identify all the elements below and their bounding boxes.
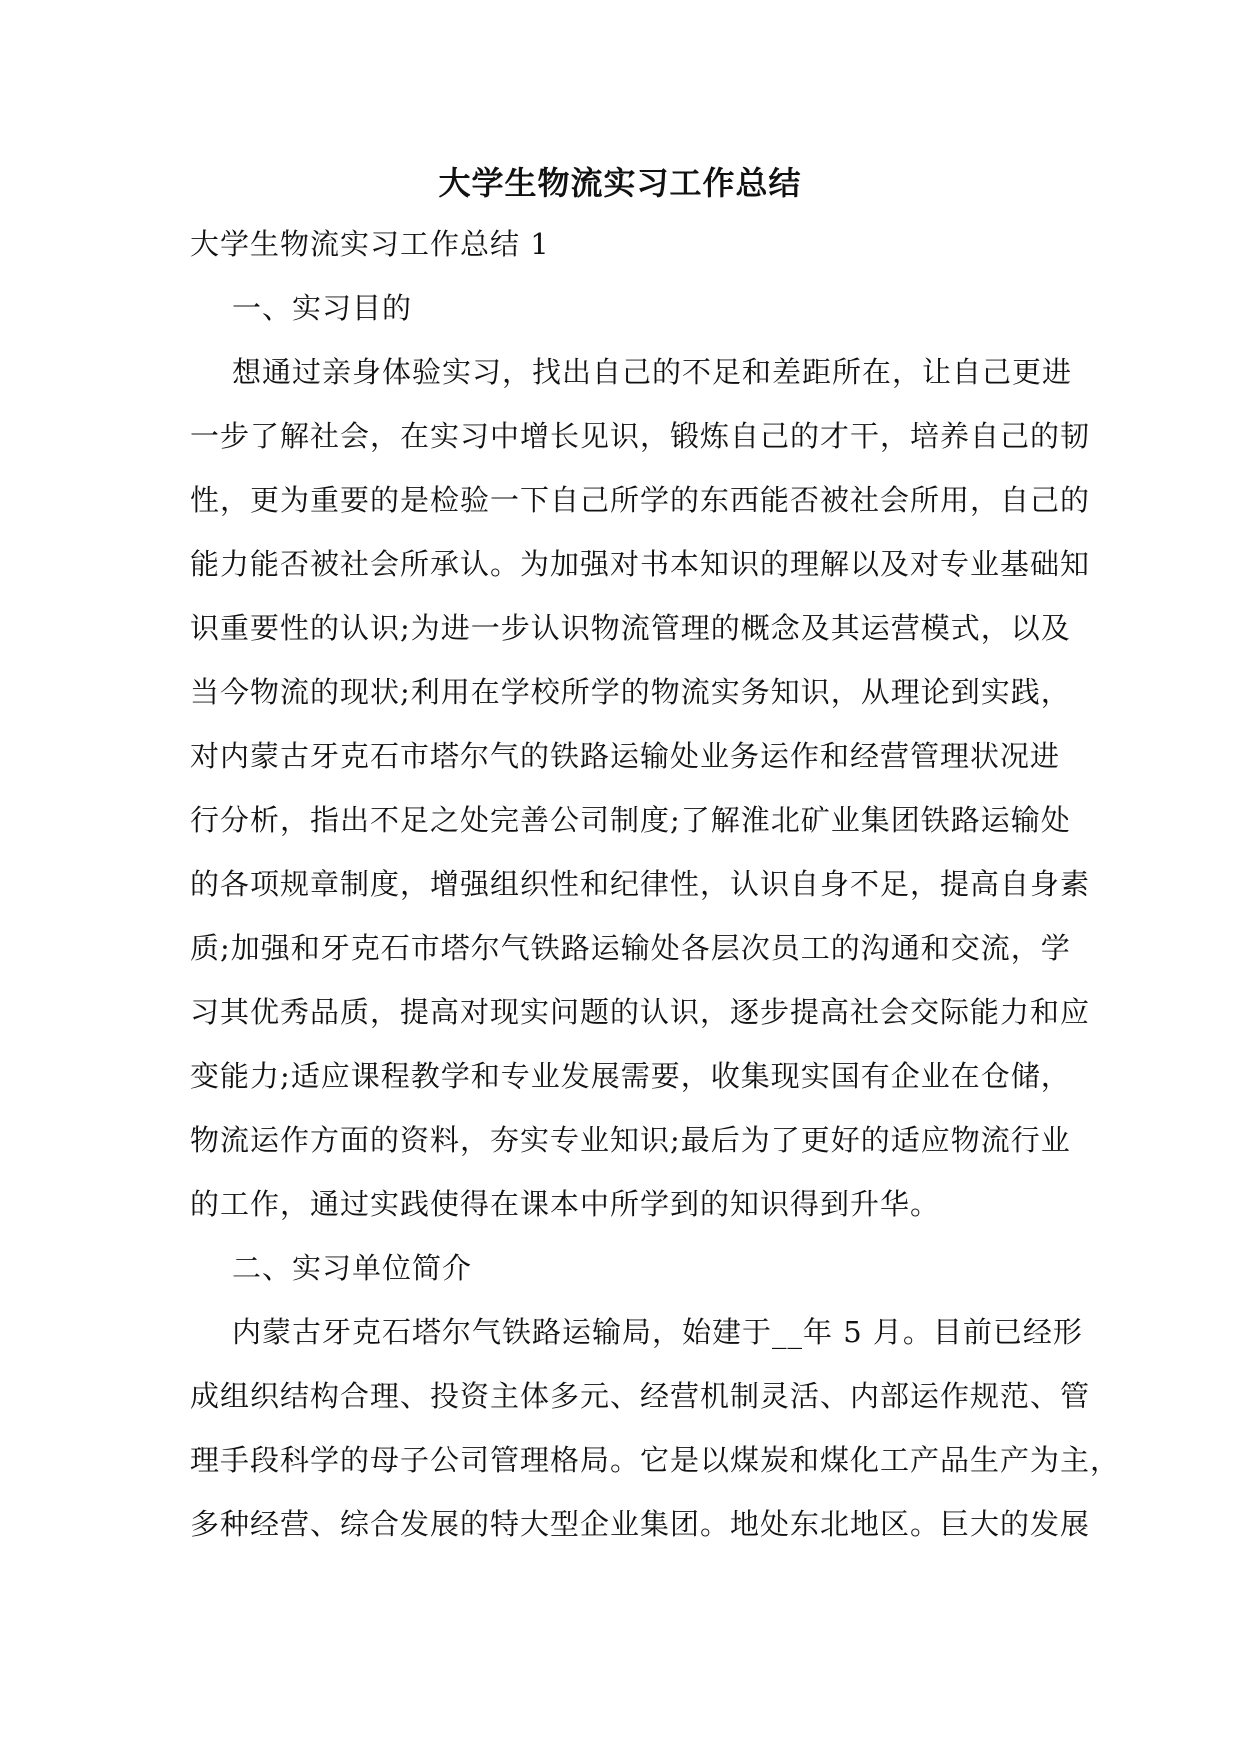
section-2-heading: 二、实习单位简介 xyxy=(232,1251,473,1285)
paragraph-line: 变能力;适应课程教学和专业发展需要，收集现实国有企业在仓储， xyxy=(190,1059,1071,1093)
section-1-paragraph xyxy=(190,340,1091,1236)
paragraph-line: 理手段科学的母子公司管理格局。它是以煤炭和煤化工产品生产为主， xyxy=(190,1443,1121,1477)
paragraph-line: 能力能否被社会所承认。为加强对书本知识的理解以及对专业基础知 xyxy=(190,547,1091,581)
paragraph-line: 当今物流的现状;利用在学校所学的物流实务知识，从理论到实践， xyxy=(190,675,1071,709)
paragraph-line: 性，更为重要的是检验一下自己所学的东西能否被社会所用，自己的 xyxy=(190,483,1091,517)
document-title: 大学生物流实习工作总结 xyxy=(438,164,802,202)
paragraph-line: 一步了解社会，在实习中增长见识，锻炼自己的才干，培养自己的韧 xyxy=(190,419,1091,453)
paragraph-line: 质;加强和牙克石市塔尔气铁路运输处各层次员工的沟通和交流，学 xyxy=(190,931,1071,965)
paragraph-line: 多种经营、综合发展的特大型企业集团。地处东北地区。巨大的发展 xyxy=(190,1507,1091,1541)
paragraph-line: 的工作，通过实践使得在课本中所学到的知识得到升华。 xyxy=(190,1187,941,1221)
paragraph-line: 对内蒙古牙克石市塔尔气的铁路运输处业务运作和经营管理状况进 xyxy=(190,739,1061,773)
paragraph-line: 行分析，指出不足之处完善公司制度;了解淮北矿业集团铁路运输处 xyxy=(190,803,1071,837)
paragraph-line: 成组织结构合理、投资主体多元、经营机制灵活、内部运作规范、管 xyxy=(190,1379,1091,1413)
paragraph-line: 习其优秀品质，提高对现实问题的认识，逐步提高社会交际能力和应 xyxy=(190,995,1091,1029)
paragraph-line: 物流运作方面的资料，夯实专业知识;最后为了更好的适应物流行业 xyxy=(190,1123,1071,1157)
paragraph-line: 想通过亲身体验实习，找出自己的不足和差距所在，让自己更进 xyxy=(232,355,1073,389)
section-2-paragraph xyxy=(190,1300,1121,1556)
document-page xyxy=(190,150,1121,1556)
paragraph-line: 识重要性的认识;为进一步认识物流管理的概念及其运营模式，以及 xyxy=(190,611,1071,645)
paragraph-line: 内蒙古牙克石塔尔气铁路运输局，始建于__年 5 月。目前已经形 xyxy=(232,1315,1083,1349)
paragraph-line: 的各项规章制度，增强组织性和纪律性，认识自身不足，提高自身素 xyxy=(190,867,1091,901)
section-1-heading: 一、实习目的 xyxy=(232,291,413,325)
document-subtitle: 大学生物流实习工作总结 1 xyxy=(190,227,550,261)
